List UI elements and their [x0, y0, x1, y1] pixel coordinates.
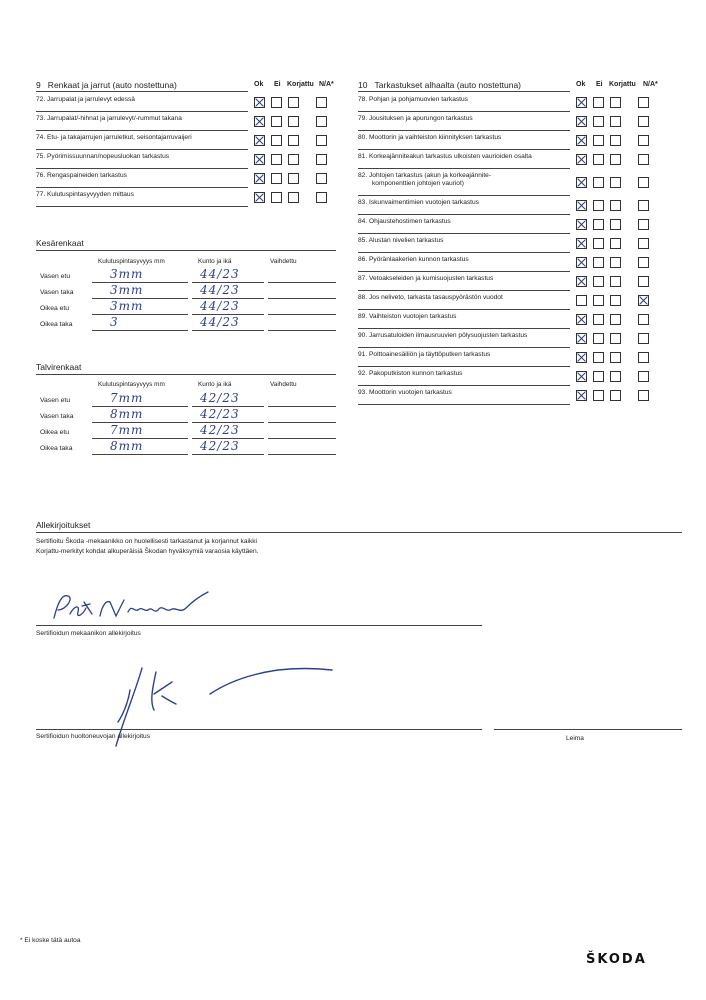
tire-position-label: Oikea etu	[40, 305, 70, 312]
checkbox-ok[interactable]	[576, 238, 587, 249]
checkbox-na[interactable]	[316, 135, 327, 146]
checklist-item-label: 72. Jarrupalat ja jarrulevyt edessä	[36, 96, 135, 103]
checkbox-ei[interactable]	[593, 177, 604, 188]
checkbox-na[interactable]	[638, 371, 649, 382]
tire-position-label: Oikea taka	[40, 321, 73, 328]
row-divider	[358, 328, 570, 329]
checkbox-ei[interactable]	[593, 390, 604, 401]
checkbox-ok[interactable]	[576, 200, 587, 211]
checklist-item-label: 83. Iskunvaimentimien vuotojen tarkastus	[358, 199, 479, 206]
row-divider	[268, 454, 336, 455]
row-divider	[92, 314, 188, 315]
row-divider	[358, 309, 570, 310]
checkbox-ei[interactable]	[271, 173, 282, 184]
checkbox-na[interactable]	[316, 116, 327, 127]
summer-title: Kesärenkaat	[36, 238, 84, 248]
checkbox-ok[interactable]	[576, 177, 587, 188]
tire-position-label: Vasen taka	[40, 413, 74, 420]
row-divider	[268, 298, 336, 299]
signatures-text-2: Korjattu-merkityt kohdat alkuperäisiä Škodan hyväksymiä varaosia käyttäen.	[36, 548, 259, 555]
section10-header-ei: Ei	[596, 81, 603, 88]
row-divider	[358, 404, 570, 405]
checklist-item-label: 80. Moottorin ja vaihteiston kiinnityksen tarkastus	[358, 134, 502, 141]
checkbox-ei[interactable]	[593, 116, 604, 127]
checkbox-ok[interactable]	[254, 97, 265, 108]
checkbox-ok[interactable]	[254, 192, 265, 203]
tire-position-label: Vasen etu	[40, 397, 71, 404]
row-divider	[36, 206, 248, 207]
tread-depth-value: 8mm	[110, 439, 144, 453]
checkbox-ok[interactable]	[576, 97, 587, 108]
section9-header-na: N/A*	[319, 81, 334, 88]
checkbox-ei[interactable]	[593, 238, 604, 249]
checkbox-ei[interactable]	[593, 276, 604, 287]
checklist-item-label: 78. Pohjan ja pohjamuovien tarkastus	[358, 96, 468, 103]
row-divider	[36, 168, 248, 169]
checklist-item-label: 74. Etu- ja takajarrujen jarruletkut, seisontajarruvaijeri	[36, 134, 192, 141]
checkbox-ok[interactable]	[576, 295, 587, 306]
checkbox-na[interactable]	[638, 177, 649, 188]
row-divider	[268, 406, 336, 407]
checklist-item-label: 86. Pyöränlaakerien kunnon tarkastus	[358, 256, 469, 263]
checklist-item-label: 82. Johtojen tarkastus (akun ja korkeajännite-	[358, 172, 492, 179]
tire-position-label: Oikea etu	[40, 429, 70, 436]
checkbox-ok[interactable]	[576, 276, 587, 287]
checkbox-na[interactable]	[638, 97, 649, 108]
row-divider	[36, 187, 248, 188]
checkbox-korjattu[interactable]	[610, 154, 621, 165]
checkbox-ok[interactable]	[576, 219, 587, 230]
checklist-item-label: 93. Moottorin vuotojen tarkastus	[358, 389, 452, 396]
winter-title: Talvirenkaat	[36, 362, 82, 372]
checkbox-na[interactable]	[316, 173, 327, 184]
checkbox-korjattu[interactable]	[610, 238, 621, 249]
tread-depth-value: 8mm	[110, 407, 144, 421]
condition-age-value: 42/23	[200, 423, 240, 437]
row-divider	[268, 438, 336, 439]
row-divider	[36, 149, 248, 150]
checkbox-na[interactable]	[638, 154, 649, 165]
checkbox-na[interactable]	[638, 314, 649, 325]
row-divider	[268, 314, 336, 315]
section10-header-na: N/A*	[643, 81, 658, 88]
condition-age-value: 42/23	[200, 407, 240, 421]
signatures-title: Allekirjoitukset	[36, 520, 91, 530]
checkbox-ei[interactable]	[593, 352, 604, 363]
checkbox-korjattu[interactable]	[610, 257, 621, 268]
row-divider	[358, 385, 570, 386]
winter-header-condition: Kunto ja ikä	[198, 381, 232, 388]
summer-header-replaced: Vaihdettu	[270, 258, 297, 265]
row-divider	[36, 130, 248, 131]
tread-depth-value: 3	[110, 315, 119, 329]
tread-depth-value: 3mm	[110, 299, 144, 313]
section9-title: 9 Renkaat ja jarrut (auto nostettuna)	[36, 80, 177, 90]
checkbox-na[interactable]	[638, 200, 649, 211]
checkbox-na[interactable]	[316, 154, 327, 165]
row-divider	[358, 252, 570, 253]
row-divider	[358, 290, 570, 291]
checkbox-na[interactable]	[638, 135, 649, 146]
checklist-item-label: 88. Jos neliveto, tarkasta tasauspyörästön vuodot	[358, 294, 503, 301]
checkbox-ok[interactable]	[254, 173, 265, 184]
tread-depth-value: 3mm	[110, 267, 144, 281]
row-divider	[358, 111, 570, 112]
checklist-item-label: 91. Polttoainesäiliön ja täyttöputken tarkastus	[358, 351, 491, 358]
row-divider	[358, 347, 570, 348]
checkbox-korjattu[interactable]	[288, 116, 299, 127]
row-divider	[358, 271, 570, 272]
checkbox-ei[interactable]	[593, 97, 604, 108]
checkbox-ei[interactable]	[271, 154, 282, 165]
checkbox-na[interactable]	[316, 192, 327, 203]
section10-header-korjattu: Korjattu	[609, 81, 636, 88]
section9-header-ok: Ok	[254, 81, 264, 88]
checklist-item-label: 84. Ohjaustehostimen tarkastus	[358, 218, 451, 225]
row-divider	[192, 330, 264, 331]
checkbox-na[interactable]	[638, 238, 649, 249]
checkbox-na[interactable]	[638, 295, 649, 306]
checkbox-ok[interactable]	[576, 135, 587, 146]
condition-age-value: 42/23	[200, 439, 240, 453]
row-divider	[268, 282, 336, 283]
winter-header-depth: Kulutuspintasyvyys mm	[98, 381, 165, 388]
checkbox-korjattu[interactable]	[610, 314, 621, 325]
condition-age-value: 44/23	[200, 267, 240, 281]
checkbox-ei[interactable]	[271, 97, 282, 108]
checkbox-ok[interactable]	[254, 116, 265, 127]
checkbox-ok[interactable]	[576, 371, 587, 382]
checkbox-korjattu[interactable]	[610, 219, 621, 230]
checkbox-korjattu[interactable]	[610, 276, 621, 287]
checkbox-na[interactable]	[638, 333, 649, 344]
checklist-item-label: 92. Pakoputkiston kunnon tarkastus	[358, 370, 463, 377]
checklist-item-label: 81. Korkeajänniteakun tarkastus ulkoisten vaurioiden osalta	[358, 153, 532, 160]
checklist-item-label: 85. Alustan nivelien tarkastus	[358, 237, 444, 244]
checkbox-ok[interactable]	[576, 154, 587, 165]
skoda-logo: ŠKODA	[586, 952, 647, 967]
checkbox-korjattu[interactable]	[288, 173, 299, 184]
checkbox-ei[interactable]	[593, 314, 604, 325]
checklist-item-label: 77. Kulutuspintasyvyyden mittaus	[36, 191, 134, 198]
row-divider	[268, 330, 336, 331]
checklist-item-label: 79. Jousituksen ja apurungon tarkastus	[358, 115, 473, 122]
checkbox-korjattu[interactable]	[288, 192, 299, 203]
checkbox-ei[interactable]	[593, 295, 604, 306]
checkbox-na[interactable]	[638, 390, 649, 401]
section10-title: 10 Tarkastukset alhaalta (auto nostettuna)	[358, 80, 522, 90]
checkbox-ok[interactable]	[254, 154, 265, 165]
checkbox-korjattu[interactable]	[610, 333, 621, 344]
signatures-text-1: Sertifioitu Škoda -mekaanikko on huolellisesti tarkastanut ja korjannut kaikki	[36, 538, 258, 545]
section9-header-ei: Ei	[274, 81, 281, 88]
checkbox-ok[interactable]	[576, 314, 587, 325]
checkbox-ok[interactable]	[576, 116, 587, 127]
checkbox-ei[interactable]	[271, 135, 282, 146]
checkbox-korjattu[interactable]	[610, 390, 621, 401]
checkbox-ok[interactable]	[576, 390, 587, 401]
row-divider	[92, 454, 188, 455]
footnote: * Ei koske tätä autoa	[20, 937, 81, 944]
checkbox-korjattu[interactable]	[610, 371, 621, 382]
checkbox-korjattu[interactable]	[610, 295, 621, 306]
checkbox-ei[interactable]	[593, 135, 604, 146]
condition-age-value: 44/23	[200, 315, 240, 329]
checkbox-korjattu[interactable]	[610, 177, 621, 188]
condition-age-value: 42/23	[200, 391, 240, 405]
checklist-item-label-line2: komponenttien johtojen vauriot)	[372, 180, 465, 187]
checkbox-korjattu[interactable]	[610, 97, 621, 108]
row-divider	[358, 214, 570, 215]
row-divider	[358, 366, 570, 367]
checklist-item-label: 90. Jarrusatuloiden ilmausruuvien pölysuojusten tarkastus	[358, 332, 528, 339]
row-divider	[92, 330, 188, 331]
checkbox-ei[interactable]	[593, 371, 604, 382]
stamp-label: Leima	[566, 735, 584, 742]
row-divider	[358, 233, 570, 234]
checkbox-korjattu[interactable]	[610, 135, 621, 146]
checkbox-korjattu[interactable]	[288, 154, 299, 165]
checkbox-na[interactable]	[638, 116, 649, 127]
checkbox-ei[interactable]	[271, 192, 282, 203]
row-divider	[358, 149, 570, 150]
checkbox-korjattu[interactable]	[610, 352, 621, 363]
mechanic-signature-label: Sertifioidun mekaanikon allekirjoitus	[36, 630, 141, 637]
checkbox-ei[interactable]	[271, 116, 282, 127]
row-divider	[36, 111, 248, 112]
tread-depth-value: 7mm	[110, 391, 144, 405]
summer-header-depth: Kulutuspintasyvyys mm	[98, 258, 165, 265]
tread-depth-value: 3mm	[110, 283, 144, 297]
row-divider	[358, 195, 570, 196]
row-divider	[358, 168, 570, 169]
row-divider	[268, 422, 336, 423]
row-divider	[192, 454, 264, 455]
tire-position-label: Vasen etu	[40, 273, 71, 280]
tread-depth-value: 7mm	[110, 423, 144, 437]
checkbox-ei[interactable]	[593, 257, 604, 268]
summer-header-condition: Kunto ja ikä	[198, 258, 232, 265]
checkbox-na[interactable]	[638, 276, 649, 287]
checklist-item-label: 89. Vaihteiston vuotojen tarkastus	[358, 313, 457, 320]
checkbox-na[interactable]	[316, 97, 327, 108]
checkbox-na[interactable]	[638, 219, 649, 230]
checklist-item-label: 76. Rengaspaineiden tarkastus	[36, 172, 127, 179]
condition-age-value: 44/23	[200, 283, 240, 297]
checkbox-ok[interactable]	[576, 352, 587, 363]
manager-signature-label: Sertifioidun huoltoneuvojan allekirjoitus	[36, 733, 150, 740]
condition-age-value: 44/23	[200, 299, 240, 313]
checkbox-korjattu[interactable]	[610, 116, 621, 127]
checkbox-ei[interactable]	[593, 219, 604, 230]
mechanic-signature	[40, 588, 220, 628]
checklist-item-label: 87. Vetoakseleiden ja kumisuojusten tarkastus	[358, 275, 494, 282]
winter-header-replaced: Vaihdettu	[270, 381, 297, 388]
checkbox-korjattu[interactable]	[610, 200, 621, 211]
checkbox-korjattu[interactable]	[288, 97, 299, 108]
checklist-item-label: 75. Pyörimissuunnan/nopeusluokan tarkastus	[36, 153, 170, 160]
checkbox-ei[interactable]	[593, 333, 604, 344]
checkbox-ei[interactable]	[593, 200, 604, 211]
checkbox-ok[interactable]	[254, 135, 265, 146]
tire-position-label: Vasen taka	[40, 289, 74, 296]
checkbox-na[interactable]	[638, 257, 649, 268]
section10-header-ok: Ok	[576, 81, 586, 88]
row-divider	[358, 130, 570, 131]
checkbox-ok[interactable]	[576, 333, 587, 344]
checkbox-ok[interactable]	[576, 257, 587, 268]
checkbox-ei[interactable]	[593, 154, 604, 165]
section9-header-korjattu: Korjattu	[287, 81, 314, 88]
checklist-item-label: 73. Jarrupalat/-hihnat ja jarrulevyt/-rummut takana	[36, 115, 182, 122]
checkbox-korjattu[interactable]	[288, 135, 299, 146]
checkbox-na[interactable]	[638, 352, 649, 363]
tire-position-label: Oikea taka	[40, 445, 73, 452]
